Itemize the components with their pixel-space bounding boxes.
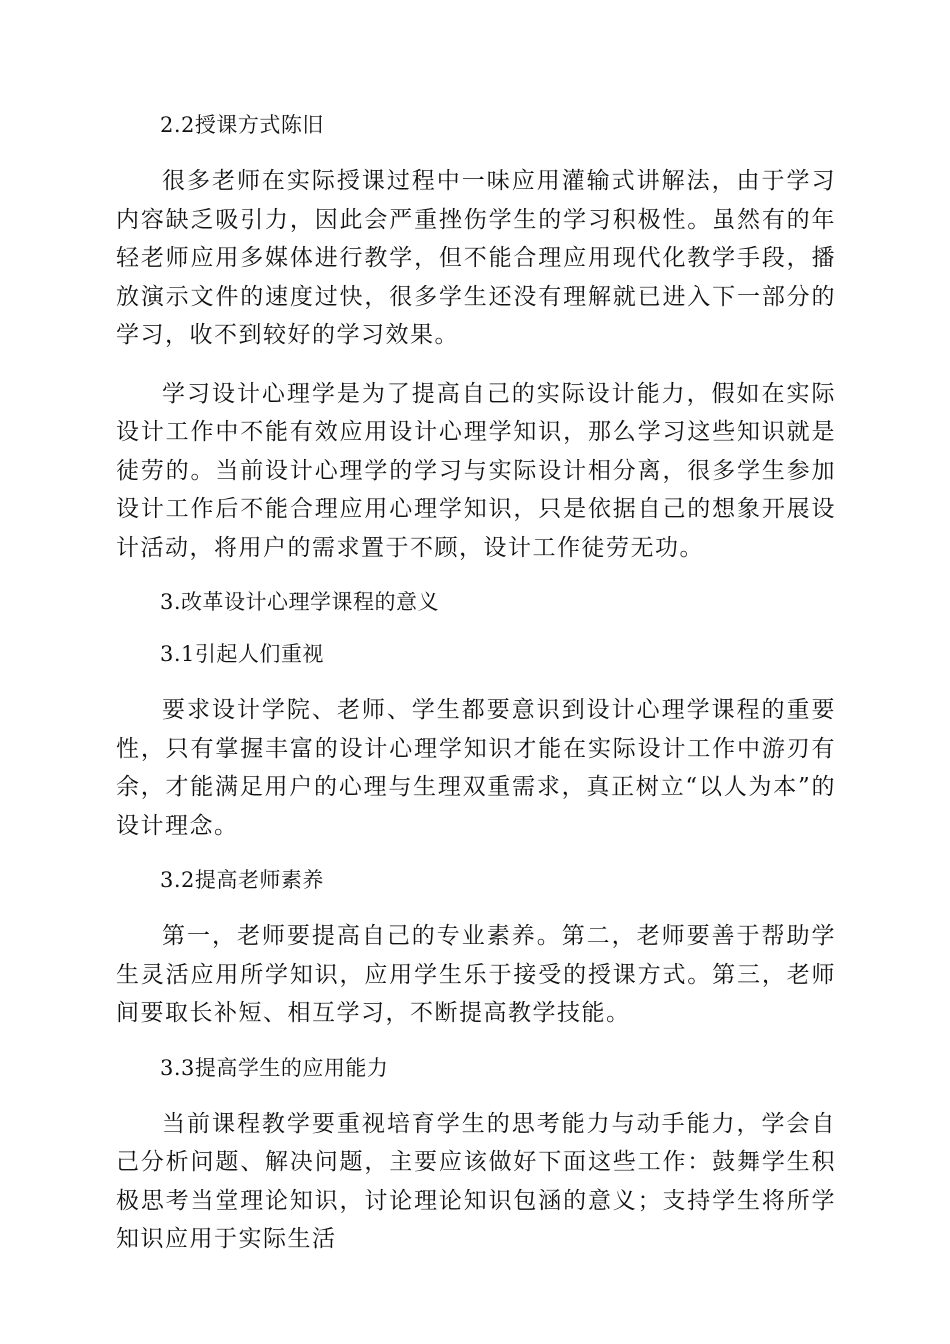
document-body [116,110,836,1279]
section-heading-3-2: 3.2提高老师素养 [160,868,324,892]
paragraph-teacher-quality: 第一，老师要提高自己的专业素养。第二，老师要善于帮助学生灵活应用所学知识，应用学生乐于接受的授课方式。第三，老师间要取长补短、相互学习，不断提高教学技能。 [116,923,836,1026]
section-heading-3-1: 3.1引起人们重视 [160,642,324,666]
section-heading-3-3: 3.3提高学生的应用能力 [160,1055,389,1080]
paragraph-student-ability: 当前课程教学要重视培育学生的思考能力与动手能力，学会自己分析问题、解决问题，主要应该做好下面这些工作：鼓舞学生积极思考当堂理论知识，讨论理论知识包涵的意义；支持学生将所学知识应用于实际生活 [116,1110,836,1252]
section-heading-3: 3.改革设计心理学课程的意义 [160,590,440,614]
section-heading-2-2: 2.2授课方式陈旧 [160,113,324,137]
paragraph-design-ability: 学习设计心理学是为了提高自己的实际设计能力，假如在实际设计工作中不能有效应用设计心理学知识，那么学习这些知识就是徒劳的。当前设计心理学的学习与实际设计相分离，很多学生参加设计工作后不能合理应用心理学知识，只是依据自己的想象开展设计活动，将用户的需求置于不顾，设计工作徒劳无功。 [116,380,836,561]
paragraph-attention: 要求设计学院、老师、学生都要意识到设计心理学课程的重要性，只有掌握丰富的设计心理学知识才能在实际设计工作中游刃有余，才能满足用户的心理与生理双重需求，真正树立“以人为本”的设计理念。 [116,697,836,839]
paragraph-teaching-method: 很多老师在实际授课过程中一味应用灌输式讲解法，由于学习内容缺乏吸引力，因此会严重挫伤学生的学习积极性。虽然有的年轻老师应用多媒体进行教学，但不能合理应用现代化教学手段，播放演示文件的速度过快，很多学生还没有理解就已进入下一部分的学习，收不到较好的学习效果。 [116,168,836,348]
